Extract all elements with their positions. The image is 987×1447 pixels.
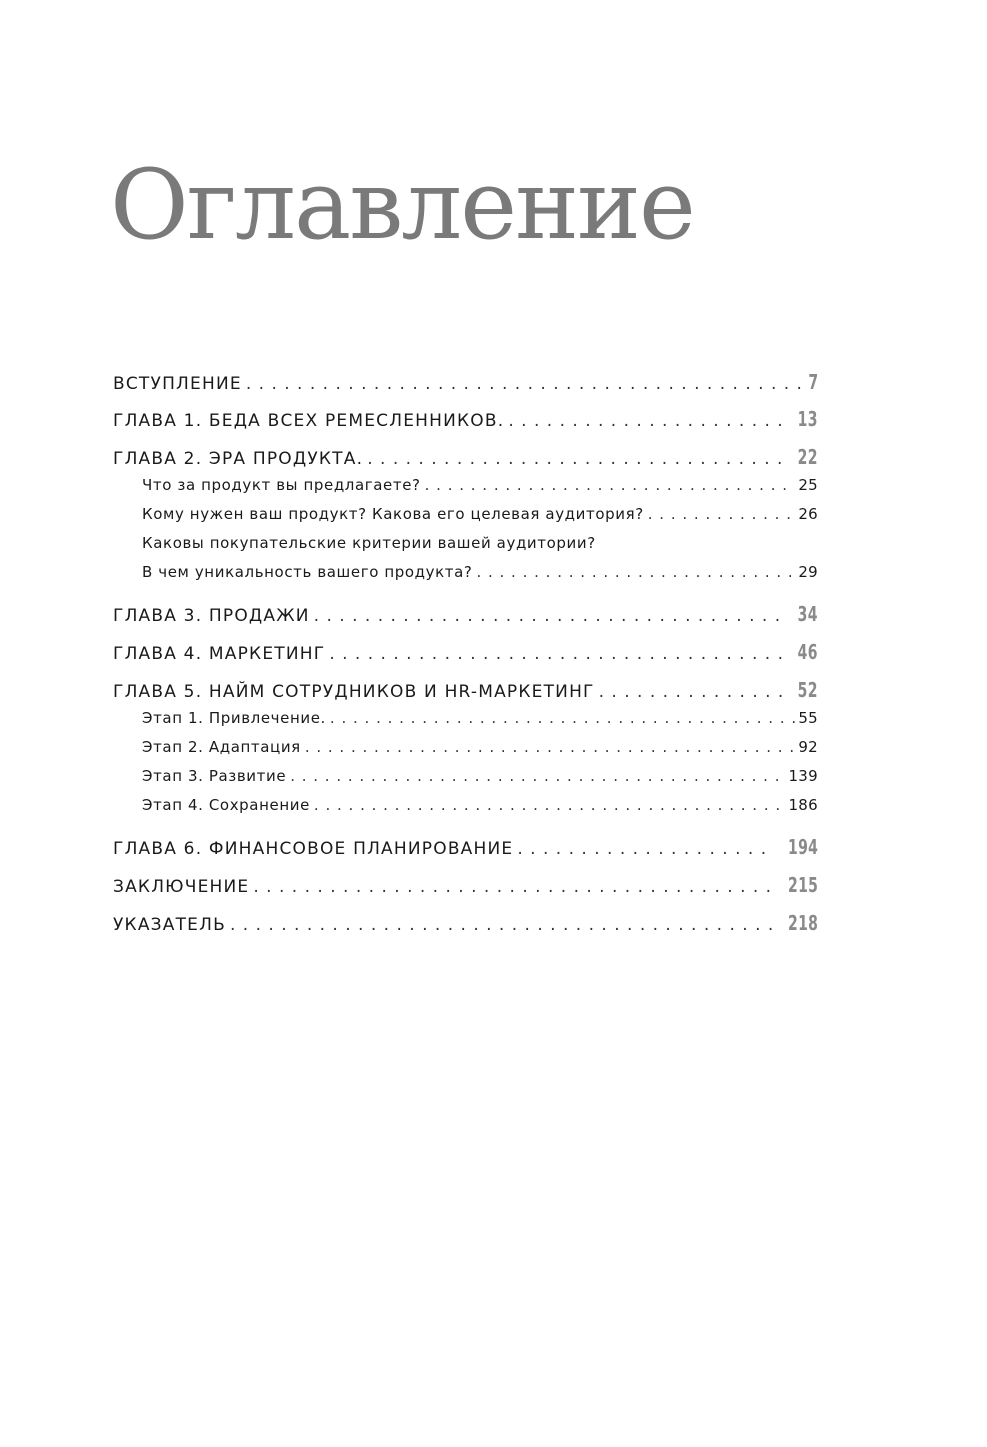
toc-page-number: 26 — [798, 505, 818, 523]
toc-page-number: 218 — [787, 911, 818, 935]
toc-section-stage-3[interactable] — [113, 767, 818, 796]
toc-section-stage-4[interactable] — [113, 796, 818, 825]
toc-chapter-5[interactable] — [113, 678, 818, 709]
table-of-contents — [113, 370, 818, 949]
toc-page-number: 194 — [787, 835, 818, 859]
dot-leader — [230, 915, 772, 935]
dot-leader — [246, 374, 801, 394]
toc-entry-title: ГЛАВА 6. ФИНАНСОВОЕ ПЛАНИРОВАНИЕ — [113, 839, 514, 859]
toc-entry-title: ГЛАВА 5. НАЙМ СОТРУДНИКОВ И HR-МАРКЕТИНГ — [113, 682, 595, 702]
dot-leader — [367, 449, 786, 469]
toc-chapter-intro[interactable] — [113, 370, 818, 407]
toc-section-product-offer[interactable] — [113, 476, 818, 505]
toc-page-number: 215 — [787, 873, 818, 897]
toc-section-stage-2[interactable] — [113, 738, 818, 767]
dot-leader — [476, 563, 795, 581]
toc-entry-title: Каковы покупательские критерии вашей аудитории? — [142, 534, 596, 552]
toc-entry-title: Этап 1. Привлечение. — [142, 709, 326, 727]
toc-entry-title: УКАЗАТЕЛЬ — [113, 915, 226, 935]
toc-entry-title: Этап 2. Адаптация — [142, 738, 301, 756]
toc-entry-title: ГЛАВА 4. МАРКЕТИНГ — [113, 644, 326, 664]
toc-page-number: 34 — [797, 602, 818, 626]
toc-page-number: 186 — [788, 796, 818, 814]
dot-leader — [330, 709, 795, 727]
toc-chapter-3[interactable] — [113, 602, 818, 640]
toc-chapter-4[interactable] — [113, 640, 818, 678]
toc-page-number: 25 — [798, 476, 818, 494]
toc-page-number: 139 — [788, 767, 818, 785]
toc-chapter-index[interactable] — [113, 911, 818, 949]
dot-leader — [329, 644, 786, 664]
toc-page-number: 52 — [797, 678, 818, 702]
dot-leader — [305, 738, 796, 756]
toc-entry-title: ГЛАВА 1. БЕДА ВСЕХ РЕМЕСЛЕННИКОВ. — [113, 411, 505, 431]
dot-leader — [599, 682, 787, 702]
toc-section-stage-1[interactable] — [113, 709, 818, 738]
toc-section-target-audience[interactable] — [113, 505, 818, 534]
toc-entry-title: Кому нужен ваш продукт? Какова его целевая аудитория? — [142, 505, 644, 523]
toc-entry-title: В чем уникальность вашего продукта? — [142, 563, 473, 581]
toc-entry-title: Этап 4. Сохранение — [142, 796, 310, 814]
toc-page-number: 29 — [798, 563, 818, 581]
dot-leader — [314, 796, 786, 814]
toc-page-number: 46 — [797, 640, 818, 664]
toc-entry-title: Этап 3. Развитие — [142, 767, 287, 785]
toc-page-number: 7 — [807, 370, 818, 394]
dot-leader — [648, 505, 796, 523]
dot-leader — [314, 606, 787, 626]
toc-page-number: 92 — [798, 738, 818, 756]
toc-entry-title: ЗАКЛЮЧЕНИЕ — [113, 877, 250, 897]
page-title: Оглавление — [110, 149, 694, 261]
toc-page-number: 22 — [797, 445, 818, 469]
toc-chapter-conclusion[interactable] — [113, 873, 818, 911]
toc-entry-title: Что за продукт вы предлагаете? — [142, 476, 421, 494]
dot-leader — [253, 877, 771, 897]
toc-page-number: 13 — [797, 407, 818, 431]
dot-leader — [290, 767, 785, 785]
toc-chapter-2[interactable] — [113, 445, 818, 476]
toc-section-uniqueness[interactable] — [113, 563, 818, 592]
toc-chapter-6[interactable] — [113, 835, 818, 873]
dot-leader — [517, 839, 771, 859]
toc-entry-title: ГЛАВА 2. ЭРА ПРОДУКТА. — [113, 449, 364, 469]
toc-entry-title: ВСТУПЛЕНИЕ — [113, 374, 242, 394]
dot-leader — [508, 411, 786, 431]
toc-entry-title: ГЛАВА 3. ПРОДАЖИ — [113, 606, 310, 626]
toc-section-buying-criteria[interactable] — [113, 534, 818, 563]
toc-chapter-1[interactable] — [113, 407, 818, 445]
toc-page-number: 55 — [798, 709, 818, 727]
dot-leader — [425, 476, 796, 494]
